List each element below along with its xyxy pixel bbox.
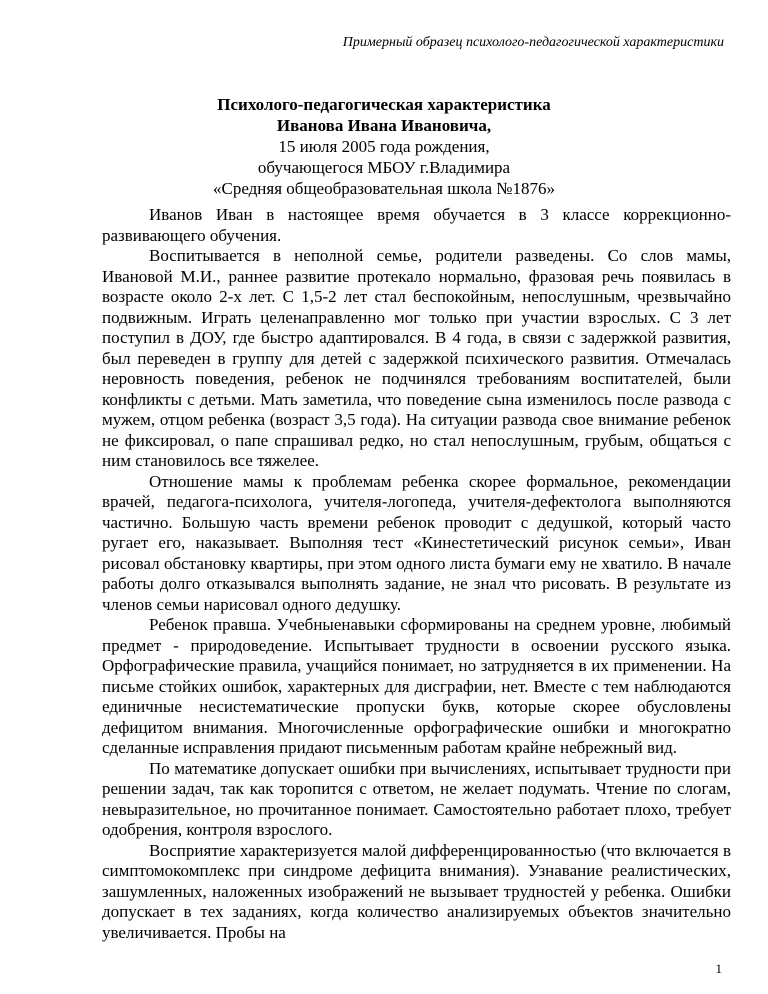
birth-date: 15 июля 2005 года рождения, xyxy=(278,137,490,156)
paragraph-learning-skills: Ребенок правша. Учебныенавыки сформированы на среднем уровне, любимый предмет - природоведение. Испытывает трудности в освоении русского языка. Орфографические правила, учащийся понимает, но затрудняется в их применении. На письме стойких ошибок, характерных для дисграфии, нет. Вместе с тем наблюдаются единичные несистематические пропуски букв, которые скорее обусловлены дефицитом внимания. Многочисленные орфографические ошибки и многократно сделанные исправления придают письменным работам крайне небрежный вид. xyxy=(102,615,731,757)
student-name: Иванова Ивана Ивановича, xyxy=(276,116,492,135)
document-title-block xyxy=(0,94,768,199)
paragraph-family: Воспитывается в неполной семье, родители разведены. Со слов мамы, Ивановой М.И., раннее развитие протекало нормально, фразовая речь появилась в возрасте около 2-х лет. С 1,5-2 лет стал беспокойным, непослушным, чрезвычайно подвижным. Играть целенаправленно мог только при участии взрослых. С 3 лет поступил в ДОУ, где быстро адаптировался. В 4 года, в связи с задержкой развития, был переведен в группу для детей с задержкой психического развития. Отмечалась неровность поведения, ребенок не подчинялся требованиям воспитателей, были конфликты с детьми. Мать заметила, что поведение сына изменилось после развода с мужем, отцом ребенка (возраст 3,5 года). На ситуации развода свое внимание ребенок не фиксировал, о папе спрашивал редко, но стал непослушным, грубым, общаться с ним становилось все тяжелее. xyxy=(102,246,731,470)
document-title: Психолого-педагогическая характеристика xyxy=(217,95,551,114)
school-name: «Средняя общеобразовательная школа №1876» xyxy=(213,179,555,198)
page-number: 1 xyxy=(715,961,722,976)
paragraph-mother-attitude: Отношение мамы к проблемам ребенка скорее формальное, рекомендации врачей, педагога-психолога, учителя-логопеда, учителя-дефектолога выполняются частично. Большую часть времени ребенок проводит с дедушкой, который часто ругает его, наказывает. Выполняя тест «Кинестетический рисунок семьи», Иван рисовал обстановку квартиры, при этом одного листа бумаги ему не хватило. В начале работы долго отказывался выполнять задание, не знал что рисовать. В результате из членов семьи нарисовал одного дедушку. xyxy=(102,471,731,614)
document-body xyxy=(102,205,731,943)
paragraph-intro: Иванов Иван в настоящее время обучается в 3 классе коррекционно-развивающего обучения. xyxy=(102,205,731,245)
paragraph-perception: Восприятие характеризуется малой дифференцированностью (что включается в симптомокомплекс при синдроме дефицита внимания). Узнавание реалистических, зашумленных, наложенных изображений не вызывает трудностей у ребенка. Ошибки допускает в тех заданиях, когда количество анализируемых объектов значительно увеличивается. Пробы на xyxy=(102,840,731,942)
paragraph-math-reading: По математике допускает ошибки при вычислениях, испытывает трудности при решении задач, так как торопится с ответом, не желает подумать. Чтение по слогам, невыразительное, но прочитанное понимает. Самостоятельно работает плохо, требует одобрения, контроля взрослого. xyxy=(102,758,731,839)
running-header: Примерный образец психолого-педагогической характеристики xyxy=(342,35,724,50)
school-city: обучающегося МБОУ г.Владимира xyxy=(257,158,511,177)
